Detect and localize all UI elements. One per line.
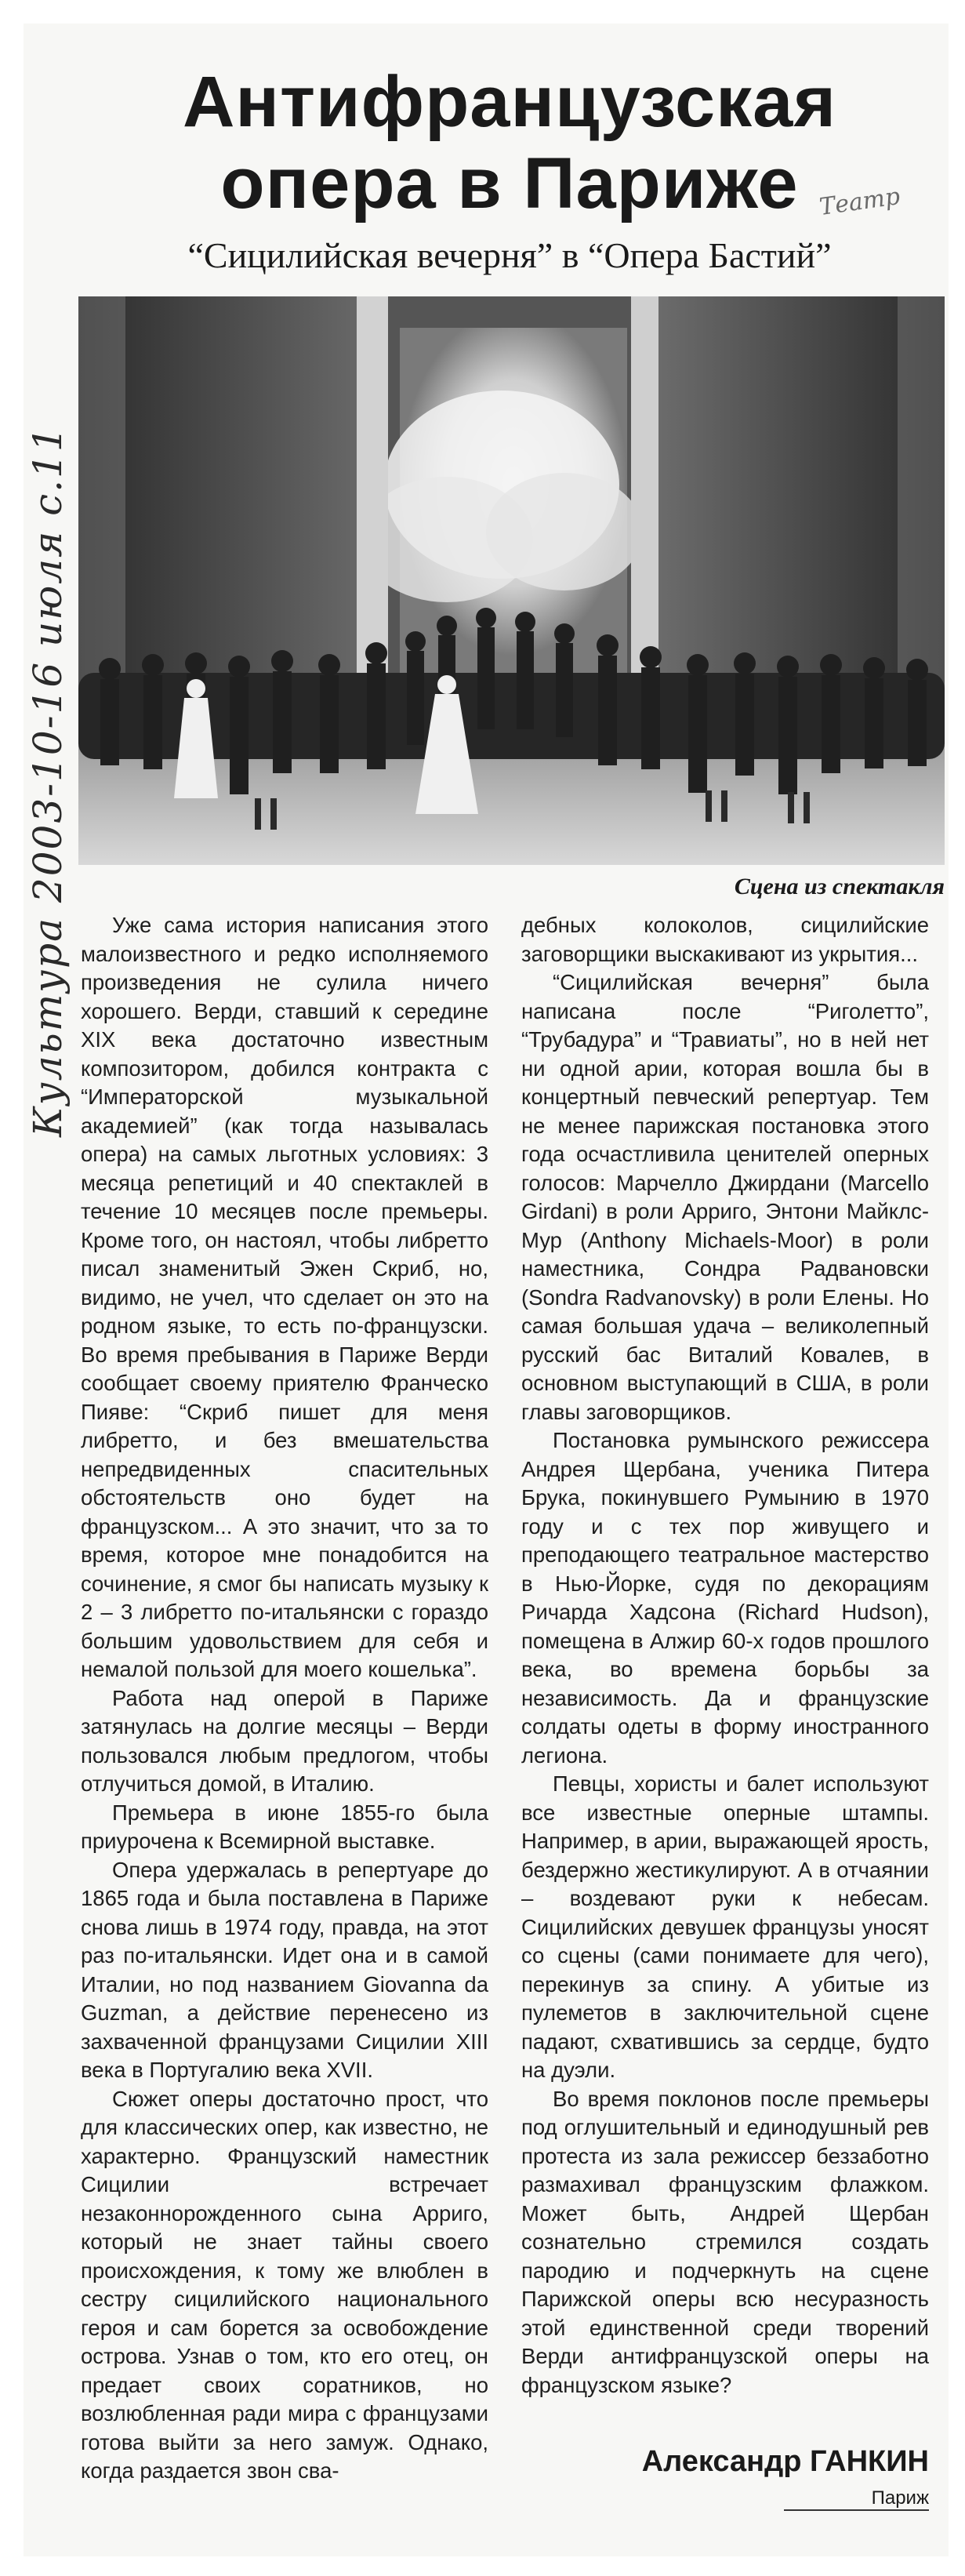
article-paragraph: Сюжет оперы достаточно прост, что для классических опер, как известно, не характерно. Французский наместник Сицилии встречает незаконнорожденного сына Арриго, который не знает тайны своего происхождения, к тому же влюблен в сестру сицилийского национального героя и сам борется за освобождение острова. Узнав о том, кто его отец, он предает своих соратников, но возлюбленная ради мира с французами готова выйти за него замуж. Однако, когда раздается звон сва- xyxy=(81,2086,488,2483)
author-byline: Александр ГАНКИН xyxy=(641,2445,929,2478)
stage-scene-image xyxy=(78,296,945,865)
dateline-place: Париж xyxy=(784,2487,929,2511)
subheadline: “Сицилийская вечерня” в “Опера Бастий” xyxy=(187,235,832,275)
article-paragraph-continued: дебных колоколов, сицилийские заговорщики выскакивают из укрытия... xyxy=(521,913,929,966)
headline xyxy=(118,61,902,224)
article-paragraph: Премьера в июне 1855-го была приурочена к Всемирной выставке. xyxy=(81,1800,488,1853)
section-stamp: Театр xyxy=(818,182,902,222)
article-paragraph: Работа над оперой в Париже затянулась на долгие месяцы – Верди пользовался любым предлогом, чтобы отлучиться домой, в Италию. xyxy=(81,1685,488,1796)
article-column-right xyxy=(521,911,929,2400)
handwritten-source-note: Культура 2003-10-16 июля с.11 xyxy=(25,425,71,1137)
headline-line-2: опера в Париже xyxy=(220,144,799,223)
article-column-left xyxy=(81,911,488,2486)
stage-photo xyxy=(78,296,945,865)
article-paragraph: Певцы, хористы и балет используют все известные оперные штампы. Например, в арии, выражающей ярость, бездержно жестикулируют. А в отчаянии – воздевают руки к небесам. Сицилийских девушек французы уносят со сцены (сами понимаете для чего), перекинув за спину. А убитые из пулеметов в заключительной сцене падают, схватившись за сердце, будто на дуэли. xyxy=(521,1771,929,2082)
article-paragraph: Опера удержалась в репертуаре до 1865 года и была поставлена в Париже снова лишь в 1974 году, правда, на этот раз по-итальянски. Идет она и в самой Италии, но под названием Giovanna da Guzman, а действие перенесено из захваченной французами Сицилии XIII века в Португалию века XVII. xyxy=(81,1857,488,2082)
article-paragraph: Уже сама история написания этого малоизвестного и редко исполняемого произведения не сулила ничего хорошего. Верди, ставший к середине XIX века достаточно известным композитором, добился контракта с “Императорской музыкальной академией” (как тогда называлась опера) на самых льготных условиях: 3 месяца репетиций и 40 спектаклей в течение 10 месяцев после премьеры. Кроме того, он настоял, чтобы либретто писал знаменитый Эжен Скриб, но, видимо, не учел, что сделает он это на родном языке, то есть по-французски. Во время пребывания в Париже Верди сообщает своему приятелю Франческо Пияве: “Скриб пишет для меня либретто, и без вмешательства непредвиденных спасительных обстоятельств оно будет на французском... А это значит, что за то время, которое мне понадобится на сочинение, я смог бы написать музыку к 2 – 3 либретто по-итальянски с гораздо большим удовольствием для себя и немалой пользой для моего кошелька”. xyxy=(81,913,488,1681)
article-paragraph: Постановка румынского режиссера Андрея Щербана, ученика Питера Брука, покинувшего Румынию в 1970 году и с тех пор живущего и преподающего театральное мастерство в Нью-Йорке, судя по декорациям Ричарда Хадсона (Richard Hudson), помещена в Алжир 60-х годов прошлого века, во времена борьбы за независимость. Да и французские солдаты одеты в форму иностранного легиона. xyxy=(521,1428,929,1768)
article-paragraph: Во время поклонов после премьеры под оглушительный и единодушный рев протеста из зала режиссер беззаботно размахивал французским флажком. Может быть, Андрей Щербан сознательно стремился создать пародию и подчеркнуть на сцене Парижской оперы всю несуразность этой единственной среди творений Верди антифранцузской оперы на французском языке? xyxy=(521,2086,929,2397)
headline-line-1: Антифранцузская xyxy=(182,62,837,142)
photo-caption: Сцена из спектакля xyxy=(734,874,945,899)
article-paragraph: “Сицилийская вечерня” была написана после “Риголетто”, “Трубадура” и “Травиаты”, но в ней нет ни одной арии, которая вошла бы в концертный певческий репертуар. Тем не менее парижская постановка этого года осчастливила ценителей оперных голосов: Марчелло Джирдани (Marcello Girdani) в роли Арриго, Энтони Майклс-Мур (Anthony Michaels-Moor) в роли наместника, Сондра Радвановски (Sondra Radvanovsky) в роли Елены. Но самая большая удача – великолепный русский бас Виталий Ковалев, в основном выступающий в США, в роли главы заговорщиков. xyxy=(521,970,929,1424)
